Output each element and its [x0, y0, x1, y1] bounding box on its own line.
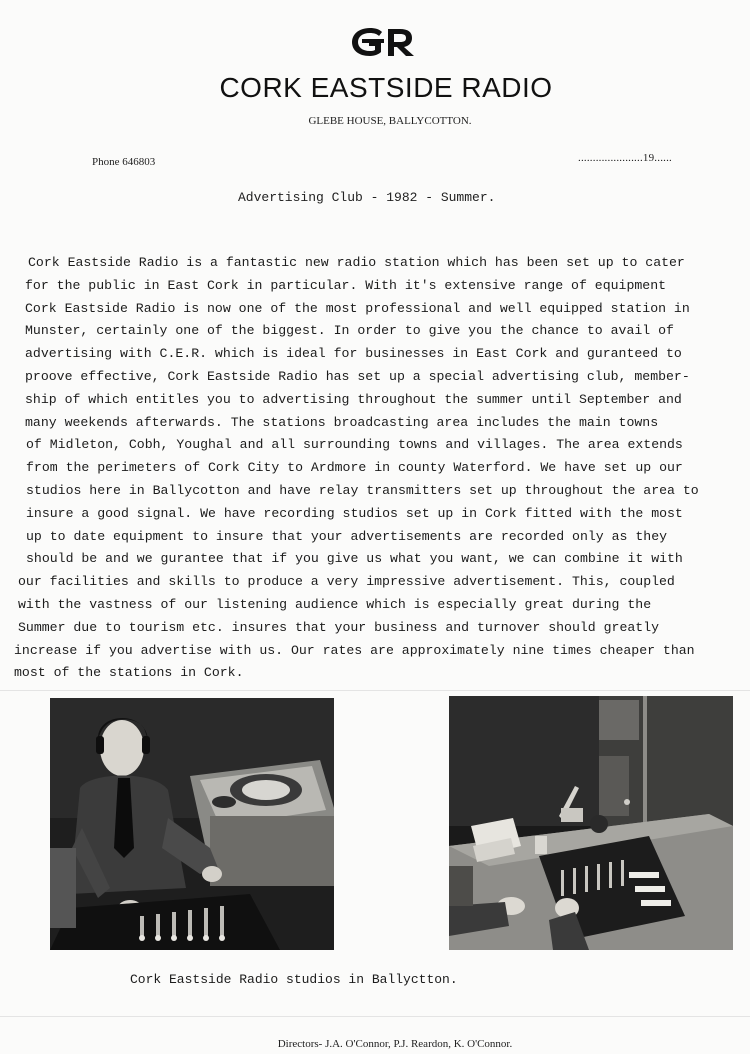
directors-line: Directors- J.A. O'Connor, P.J. Reardon, K. O'Connor.	[277, 1038, 513, 1050]
body-line: proove effective, Cork Eastside Radio has set up a special advertising club, member-	[25, 368, 690, 384]
date-field: ......................19......	[578, 152, 672, 164]
body-line: up to date equipment to insure that your advertisements are recorded only as they	[26, 528, 668, 544]
body-line: Cork Eastside Radio is a fantastic new radio station which has been set up to cater	[28, 255, 685, 270]
body-line: insure a good signal. We have recording studios set up in Cork fitted with the most	[26, 505, 683, 521]
station-address: GLEBE HOUSE, BALLYCOTTON.	[308, 115, 472, 127]
body-line: studios here in Ballycotton and have relay transmitters set up throughout the area to	[26, 482, 699, 498]
body-line: of Midleton, Cobh, Youghal and all surrounding towns and villages. The area extends	[26, 437, 683, 453]
body-line: many weekends afterwards. The stations broadcasting area includes the main towns	[25, 414, 659, 430]
body-line: most of the stations in Cork.	[14, 665, 244, 681]
body-line: should be and we gurantee that if you give us what you want, we can combine it with	[26, 551, 683, 567]
photo-caption: Cork Eastside Radio studios in Ballyctton.	[130, 972, 458, 987]
paper-crease	[0, 690, 750, 691]
phone-number: Phone 646803	[92, 156, 156, 168]
body-line: Munster, certainly one of the biggest. In order to give you the chance to avail of	[25, 323, 674, 339]
body-line: advertising with C.E.R. which is ideal for businesses in East Cork and guranteed to	[25, 346, 682, 362]
body-line: ship of which entitles you to advertising throughout the summer until September and	[25, 391, 682, 407]
body-line: our facilities and skills to produce a very impressive advertisement. This, coupled	[18, 574, 675, 590]
body-line: for the public in East Cork in particular. With it's extensive range of equipment	[25, 277, 667, 293]
paper-crease	[0, 1016, 750, 1017]
body-paragraph	[14, 252, 748, 685]
body-line: Cork Eastside Radio is now one of the most professional and well equipped station in	[25, 300, 690, 316]
document-heading: Advertising Club - 1982 - Summer.	[238, 190, 496, 205]
studio-photo-desk	[449, 696, 733, 950]
body-line: from the perimeters of Cork City to Ardmore in county Waterford. We have set up our	[26, 460, 683, 476]
cer-logo-icon	[348, 22, 420, 62]
body-line: increase if you advertise with us. Our rates are approximately nine times cheaper than	[14, 642, 695, 658]
body-line: with the vastness of our listening audience which is especially great during the	[18, 596, 652, 612]
station-name: CORK EASTSIDE RADIO	[219, 72, 553, 103]
studio-photo-presenter	[50, 698, 334, 950]
body-line: Summer due to tourism etc. insures that your business and turnover should greatly	[18, 619, 660, 635]
